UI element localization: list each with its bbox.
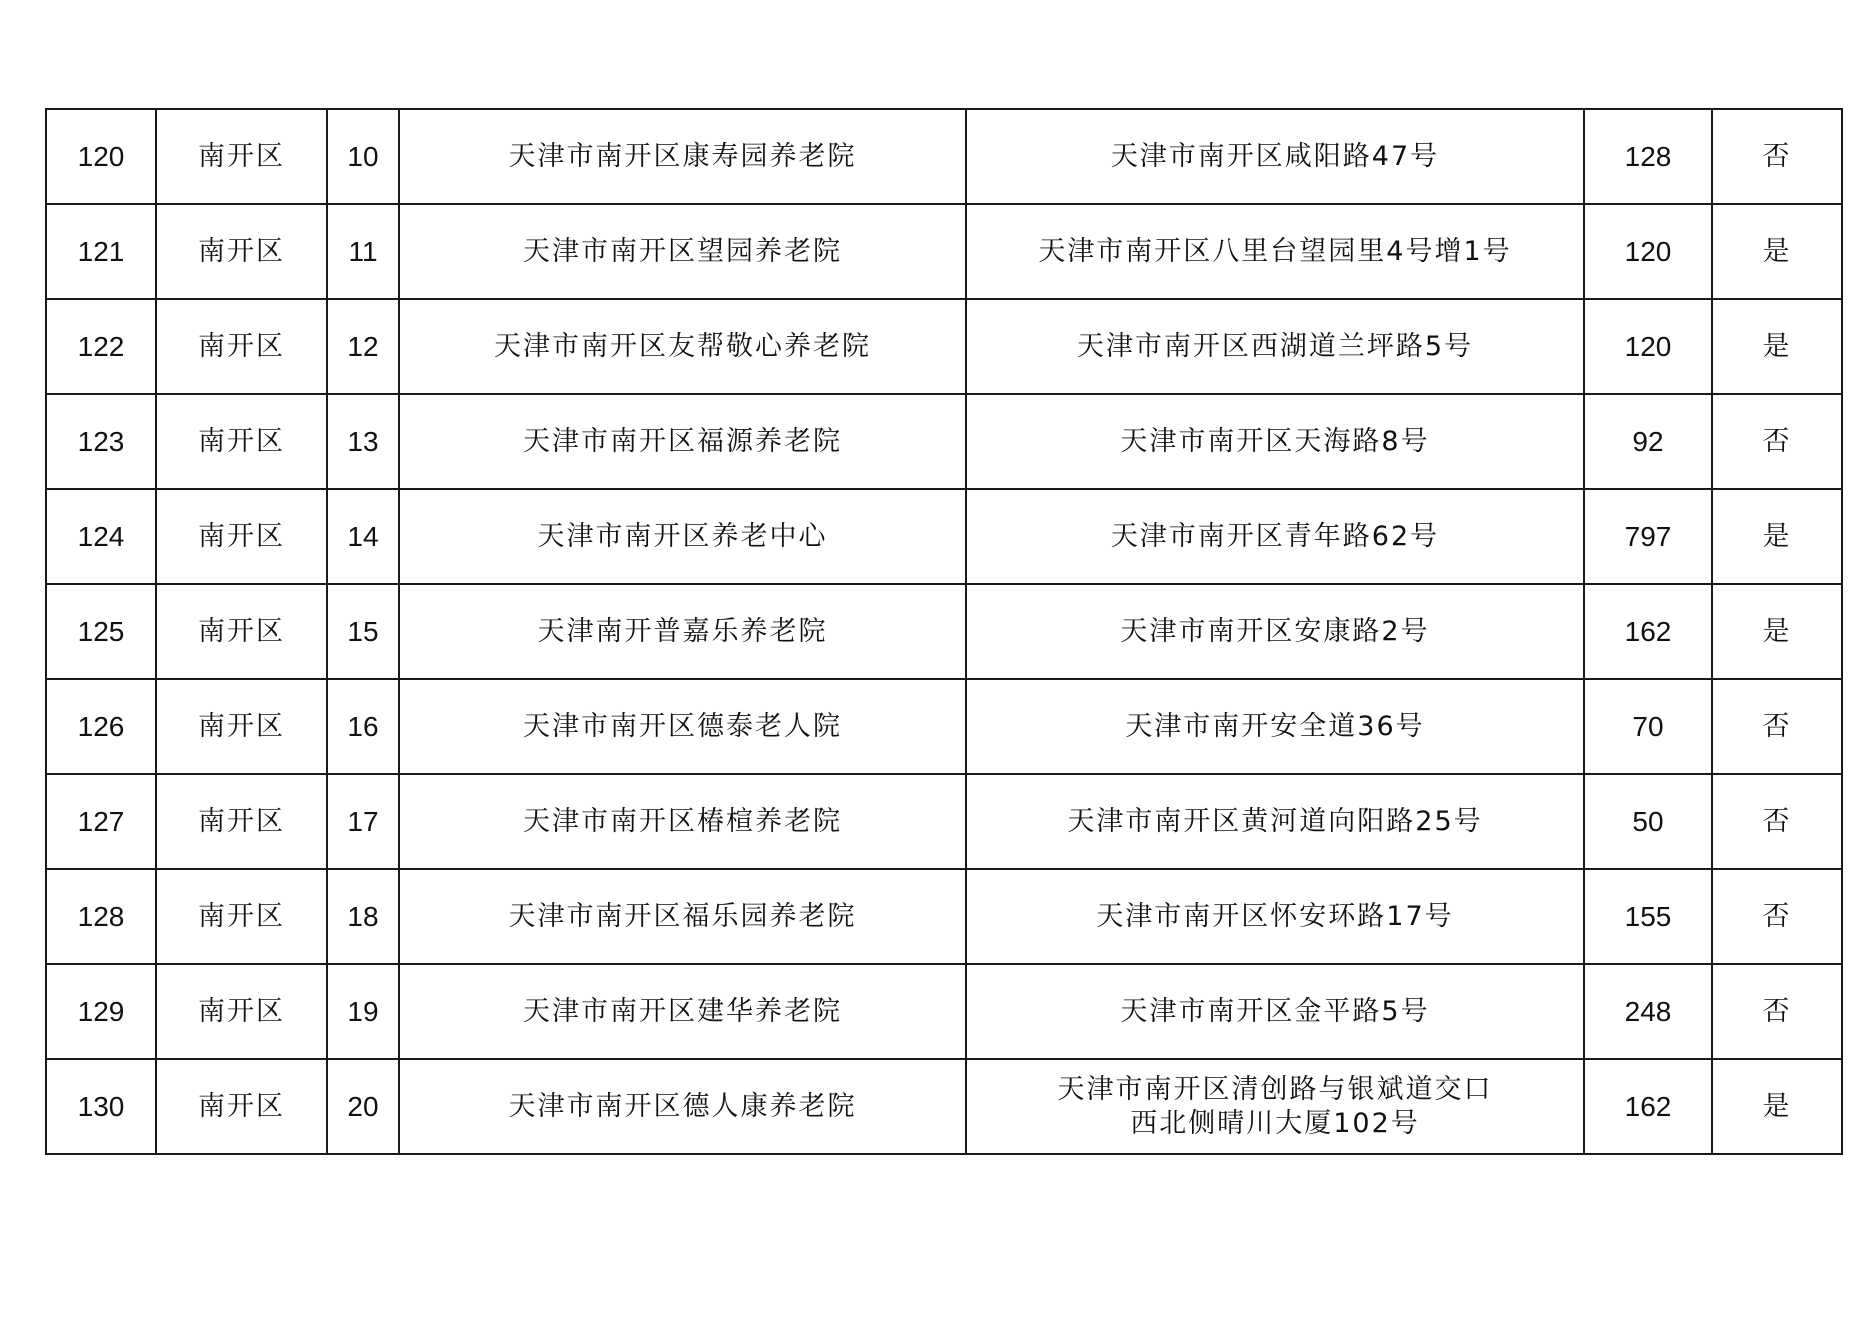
address-line: 天津市南开区天海路8号 xyxy=(1120,425,1430,457)
table-row xyxy=(46,774,1842,869)
table-body xyxy=(46,109,1842,1154)
cell-flag: 否 xyxy=(1712,774,1842,869)
cell-district-number: 16 xyxy=(327,679,399,774)
cell-index: 129 xyxy=(46,964,156,1059)
cell-flag: 否 xyxy=(1712,869,1842,964)
table-row xyxy=(46,964,1842,1059)
cell-district: 南开区 xyxy=(156,299,327,394)
table-row xyxy=(46,109,1842,204)
cell-index: 120 xyxy=(46,109,156,204)
cell-index: 126 xyxy=(46,679,156,774)
cell-district: 南开区 xyxy=(156,489,327,584)
cell-beds: 128 xyxy=(1584,109,1712,204)
address-line: 天津市南开区咸阳路47号 xyxy=(1110,140,1440,172)
cell-district-number: 15 xyxy=(327,584,399,679)
cell-index: 125 xyxy=(46,584,156,679)
cell-beds: 70 xyxy=(1584,679,1712,774)
document-page xyxy=(45,108,1841,1155)
cell-district: 南开区 xyxy=(156,584,327,679)
cell-index: 128 xyxy=(46,869,156,964)
address-line: 天津市南开区清创路与银斌道交口 xyxy=(1057,1073,1493,1105)
cell-flag: 是 xyxy=(1712,489,1842,584)
cell-district-number: 13 xyxy=(327,394,399,489)
cell-district: 南开区 xyxy=(156,679,327,774)
cell-address xyxy=(966,204,1584,299)
cell-address xyxy=(966,489,1584,584)
cell-district: 南开区 xyxy=(156,109,327,204)
cell-beds: 50 xyxy=(1584,774,1712,869)
address-line: 天津市南开区青年路62号 xyxy=(1110,520,1440,552)
cell-address xyxy=(966,299,1584,394)
cell-district-number: 11 xyxy=(327,204,399,299)
address-line: 天津市南开区西湖道兰坪路5号 xyxy=(1076,330,1474,362)
cell-index: 123 xyxy=(46,394,156,489)
cell-flag: 否 xyxy=(1712,679,1842,774)
cell-address xyxy=(966,679,1584,774)
table-row xyxy=(46,204,1842,299)
cell-address xyxy=(966,869,1584,964)
cell-beds: 92 xyxy=(1584,394,1712,489)
table-row xyxy=(46,1059,1842,1154)
cell-flag: 是 xyxy=(1712,1059,1842,1154)
address-line: 天津市南开区金平路5号 xyxy=(1120,995,1430,1027)
table-row xyxy=(46,394,1842,489)
cell-district-number: 19 xyxy=(327,964,399,1059)
cell-beds: 120 xyxy=(1584,299,1712,394)
cell-facility-name: 天津市南开区望园养老院 xyxy=(399,204,966,299)
cell-index: 121 xyxy=(46,204,156,299)
cell-district: 南开区 xyxy=(156,774,327,869)
cell-facility-name: 天津市南开区德泰老人院 xyxy=(399,679,966,774)
cell-facility-name: 天津市南开区养老中心 xyxy=(399,489,966,584)
cell-facility-name: 天津市南开区康寿园养老院 xyxy=(399,109,966,204)
cell-address xyxy=(966,964,1584,1059)
address-line: 天津市南开区黄河道向阳路25号 xyxy=(1067,805,1483,837)
cell-district-number: 17 xyxy=(327,774,399,869)
cell-address xyxy=(966,774,1584,869)
cell-index: 124 xyxy=(46,489,156,584)
cell-district: 南开区 xyxy=(156,204,327,299)
address-line: 天津市南开安全道36号 xyxy=(1125,710,1425,742)
table-row xyxy=(46,489,1842,584)
cell-district: 南开区 xyxy=(156,394,327,489)
cell-facility-name: 天津市南开区福乐园养老院 xyxy=(399,869,966,964)
cell-flag: 是 xyxy=(1712,204,1842,299)
cell-beds: 162 xyxy=(1584,1059,1712,1154)
cell-facility-name: 天津市南开区建华养老院 xyxy=(399,964,966,1059)
cell-flag: 否 xyxy=(1712,109,1842,204)
cell-facility-name: 天津南开普嘉乐养老院 xyxy=(399,584,966,679)
cell-beds: 155 xyxy=(1584,869,1712,964)
cell-beds: 248 xyxy=(1584,964,1712,1059)
address-line: 西北侧晴川大厦102号 xyxy=(1130,1107,1420,1139)
address-line: 天津市南开区安康路2号 xyxy=(1120,615,1430,647)
address-line: 天津市南开区怀安环路17号 xyxy=(1096,900,1454,932)
cell-index: 130 xyxy=(46,1059,156,1154)
cell-district-number: 20 xyxy=(327,1059,399,1154)
cell-district-number: 18 xyxy=(327,869,399,964)
nursing-home-table xyxy=(45,108,1843,1155)
address-line: 天津市南开区八里台望园里4号增1号 xyxy=(1038,235,1512,267)
cell-district: 南开区 xyxy=(156,964,327,1059)
cell-district: 南开区 xyxy=(156,1059,327,1154)
cell-address xyxy=(966,394,1584,489)
cell-district: 南开区 xyxy=(156,869,327,964)
cell-facility-name: 天津市南开区福源养老院 xyxy=(399,394,966,489)
cell-flag: 否 xyxy=(1712,964,1842,1059)
cell-facility-name: 天津市南开区友帮敬心养老院 xyxy=(399,299,966,394)
cell-beds: 120 xyxy=(1584,204,1712,299)
cell-beds: 162 xyxy=(1584,584,1712,679)
table-row xyxy=(46,299,1842,394)
cell-flag: 是 xyxy=(1712,584,1842,679)
table-row xyxy=(46,584,1842,679)
cell-facility-name: 天津市南开区德人康养老院 xyxy=(399,1059,966,1154)
cell-address xyxy=(966,584,1584,679)
cell-address xyxy=(966,1059,1584,1154)
cell-district-number: 12 xyxy=(327,299,399,394)
cell-flag: 是 xyxy=(1712,299,1842,394)
table-row xyxy=(46,679,1842,774)
cell-index: 127 xyxy=(46,774,156,869)
cell-beds: 797 xyxy=(1584,489,1712,584)
cell-address xyxy=(966,109,1584,204)
cell-facility-name: 天津市南开区椿楦养老院 xyxy=(399,774,966,869)
cell-flag: 否 xyxy=(1712,394,1842,489)
table-row xyxy=(46,869,1842,964)
cell-district-number: 14 xyxy=(327,489,399,584)
cell-district-number: 10 xyxy=(327,109,399,204)
cell-index: 122 xyxy=(46,299,156,394)
